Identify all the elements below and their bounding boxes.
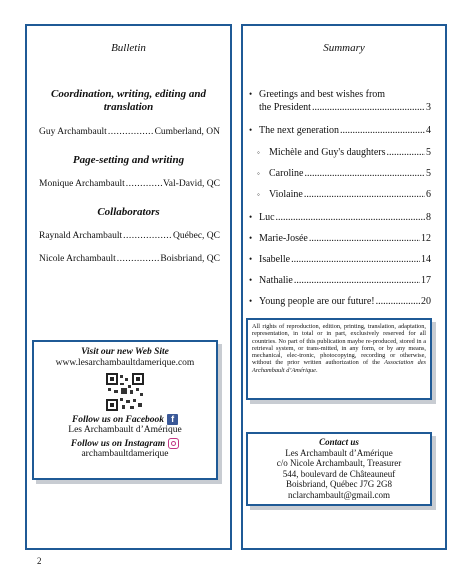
coordination-heading: Coordination, writing, editing and translation — [51, 88, 206, 113]
toc-item[interactable]: • Isabelle ..... 14 — [249, 253, 431, 266]
instagram-name: archambaultdamerique — [81, 449, 169, 459]
contact-street: 544, boulevard de Châteauneuf — [282, 468, 396, 479]
summary-title: Summary — [323, 42, 365, 54]
toc-item[interactable]: ◦ Michèle and Guy's daughters ..... 5 — [249, 146, 431, 159]
toc-item[interactable]: ◦ Caroline ..... 5 — [249, 167, 431, 180]
collaborators-heading: Collaborators — [97, 206, 160, 218]
facebook-icon[interactable]: f — [167, 414, 178, 425]
instagram-label: Follow us on Instagram — [70, 438, 166, 449]
toc-item[interactable]: • Luc ..... 8 — [249, 211, 431, 224]
website-url[interactable]: www.lesarchambaultdamerique.com — [55, 358, 195, 368]
visit-website-label: Visit our new Web Site — [81, 347, 169, 357]
toc-item[interactable]: • Greetings and best wishes from the President ..... 3 — [249, 88, 431, 114]
contact-box — [246, 432, 432, 506]
credit-nicole: Nicole Archambault ..... Boisbriand, QC — [39, 254, 220, 264]
toc-item[interactable]: ◦ Violaine ..... 6 — [249, 188, 431, 201]
association-name: Association des Archambault d’Amérique — [252, 359, 427, 374]
credit-guy: Guy Archambault ..... Cumberland, ON — [39, 127, 220, 137]
credit-monique: Monique Archambault ..... Val-David, QC — [39, 179, 220, 189]
toc-item[interactable]: • Marie-Josée ..... 12 — [249, 232, 431, 245]
contact-care-of: c/o Nicole Archambault, Treasurer — [276, 458, 402, 468]
page-setting-heading: Page-setting and writing — [72, 154, 185, 166]
contact-email[interactable]: nclarchambault@gmail.com — [287, 489, 390, 500]
contact-org: Les Archambault d’Amérique — [285, 447, 393, 458]
contact-title: Contact us — [319, 437, 359, 447]
instagram-row — [34, 438, 216, 449]
web-info-box — [32, 340, 218, 480]
copyright-notice: All rights of reproduction, edition, printing, translation, adaptation, representation, in total or in part, exclusively reserved for all countries. No part of this publication maybe re-produced, stored in a retrieval system, or trans-mitted, in any form, or by any means, mechanical, elec-tronic, photocopying, recording or otherwise, without the prior written authorization of the Association des Archambault d’Amérique. — [246, 318, 432, 400]
page-number: 2 — [37, 556, 42, 566]
facebook-label: Follow us on Facebook — [71, 414, 165, 425]
credit-raynald: Raynald Archambault ..... Québec, QC — [39, 231, 220, 241]
toc-item[interactable]: • Nathalie ..... 17 — [249, 274, 431, 287]
qr-code-icon — [106, 373, 144, 411]
facebook-name: Les Archambault d’Amérique — [68, 425, 182, 435]
toc-item[interactable]: • The next generation ..... 4 — [249, 124, 431, 137]
facebook-row — [34, 414, 216, 425]
bulletin-title: Bulletin — [111, 42, 146, 54]
instagram-icon[interactable] — [168, 438, 179, 449]
toc-item[interactable]: • Young people are our future! ..... 20 — [249, 295, 431, 308]
contact-city: Boisbriand, Québec J7G 2G8 — [286, 479, 392, 489]
